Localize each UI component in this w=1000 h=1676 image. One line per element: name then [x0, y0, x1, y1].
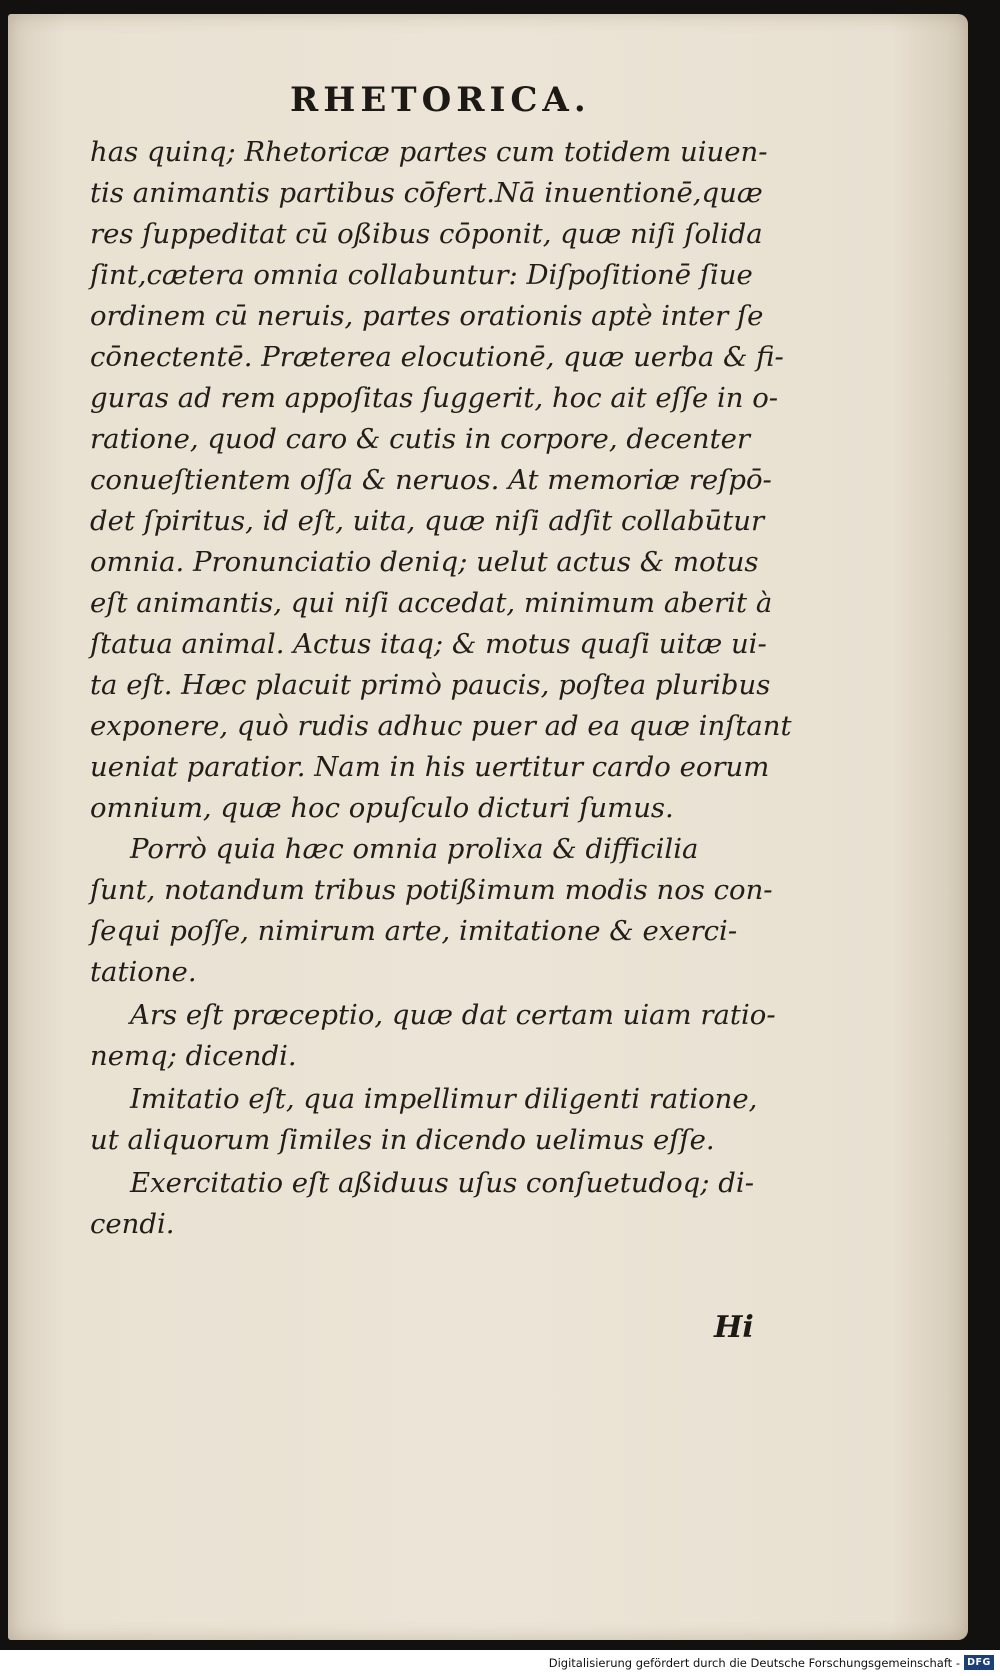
catchword: Hi [714, 1310, 754, 1345]
text-line: ratione, quod caro & cutis in corpore, decenter [90, 423, 751, 455]
text-line: nemq; dicendi. [90, 1040, 297, 1072]
book-page [8, 14, 968, 1640]
text-line: ueniat paratior. Nam in his uertitur cardo eorum [90, 751, 770, 783]
text-line: ſtatua animal. Actus itaq; & motus quaſi uitæ ui- [90, 628, 767, 660]
text-line: res ſuppeditat cū oßibus cōponit, quæ niſi ſolida [90, 218, 763, 250]
definition-exercitatio-line: Exercitatio eſt aßiduus uſus conſuetudoq; di- [130, 1167, 754, 1199]
digitization-footer [0, 1650, 1000, 1676]
text-line: omnia. Pronunciatio deniq; uelut actus & motus [90, 546, 759, 578]
definition-imitatio-line: Imitatio eſt, qua impellimur diligenti ratione, [130, 1083, 758, 1115]
text-line: ordinem cū neruis, partes orationis aptè inter ſe [90, 300, 764, 332]
text-line: has quinq; Rhetoricæ partes cum totidem uiuen- [90, 136, 768, 168]
text-line: tis animantis partibus cōfert.Nā inuentionē,quæ [90, 177, 763, 209]
running-head: RHETORICA. [290, 80, 591, 120]
text-line: ſint,cætera omnia collabuntur: Diſpoſitionē ſiue [90, 259, 753, 291]
definition-ars-line: Ars eſt præceptio, quæ dat certam uiam ratio- [130, 999, 776, 1031]
footer-credit: Digitalisierung gefördert durch die Deutsche Forschungsgemeinschaft - [548, 1656, 960, 1670]
text-line: det ſpiritus, id eſt, uita, quæ niſi adſit collabūtur [90, 505, 765, 537]
text-line: ut aliquorum ſimiles in dicendo uelimus eſſe. [90, 1124, 715, 1156]
dfg-logo: DFG [964, 1655, 994, 1670]
text-line: exponere, quò rudis adhuc puer ad ea quæ inſtant [90, 710, 792, 742]
text-line: cendi. [90, 1208, 175, 1240]
text-line: eſt animantis, qui niſi accedat, minimum aberit à [90, 587, 773, 619]
text-line: guras ad rem appoſitas ſuggerit, hoc ait eſſe in o- [90, 382, 779, 414]
text-line: tatione. [90, 956, 197, 988]
text-line: omnium, quæ hoc opuſculo dicturi ſumus. [90, 792, 674, 824]
text-line: ſequi poſſe, nimirum arte, imitatione & exerci- [90, 915, 738, 947]
paragraph-start-line: Porrò quia hæc omnia prolixa & difficilia [130, 833, 699, 865]
text-line: ta eſt. Hæc placuit primò paucis, poſtea pluribus [90, 669, 771, 701]
text-line: cōnectentē. Præterea elocutionē, quæ uerba & fi- [90, 341, 784, 373]
text-line: ſunt, notandum tribus potißimum modis nos con- [90, 874, 773, 906]
text-line: conueſtientem oſſa & neruos. At memoriæ reſpō- [90, 464, 772, 496]
